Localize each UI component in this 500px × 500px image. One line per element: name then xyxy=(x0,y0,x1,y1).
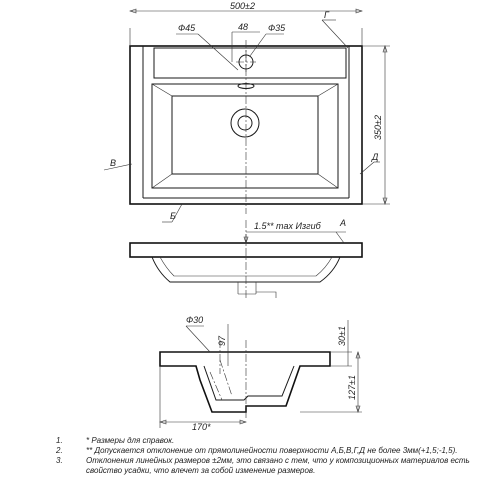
hole-diameter-45: Ф45 xyxy=(178,23,196,33)
surface-label-g: Г xyxy=(324,10,329,20)
dimension-170: 170* xyxy=(192,422,211,432)
drain-outer xyxy=(231,109,259,137)
note-number: 1. xyxy=(56,436,63,445)
section-view xyxy=(160,315,362,432)
tap-deck xyxy=(154,48,346,78)
dimension-97: 97 xyxy=(217,335,227,346)
bowl-corner xyxy=(152,84,172,96)
top-view xyxy=(104,1,390,222)
note-text: ** Допускается отклонение от прямолинейности поверхности А,Б,В,Г,Д не более 3мм(+1,5;-1,5). xyxy=(86,446,458,455)
note-number: 3. xyxy=(56,456,63,465)
section-slab xyxy=(160,352,330,412)
surface-label-a: А xyxy=(340,218,347,228)
dimension-127: 127±1 xyxy=(347,375,357,400)
bowl-corner xyxy=(318,84,338,96)
note-item xyxy=(56,446,486,456)
note-item xyxy=(56,436,486,446)
bowl-corner xyxy=(318,174,338,188)
hole-diameter-35: Ф35 xyxy=(268,23,286,33)
surface-label-d: Д xyxy=(372,152,379,162)
bowl-outer xyxy=(152,84,338,188)
surface-label-v: В xyxy=(110,158,117,168)
flatness-note: 1.5** max Изгиб xyxy=(254,221,321,231)
height-dimension: 350±2 xyxy=(373,115,383,140)
surface-label-b: Б xyxy=(170,211,176,221)
bowl-corner xyxy=(152,174,172,188)
side-view xyxy=(130,218,362,300)
note-number: 2. xyxy=(56,446,63,455)
note-item xyxy=(56,456,486,476)
dimension-30: 30±1 xyxy=(337,326,347,346)
note-text: Отклонения линейных размеров ±2мм, это связано с тем, что у композиционных материалов есть свойство усадки, что влечет за собой изменение размеров. xyxy=(86,456,470,475)
bowl-inner xyxy=(172,96,318,174)
width-dimension: 500±2 xyxy=(230,1,255,11)
drain-inner xyxy=(238,116,252,130)
dimension-48: 48 xyxy=(238,22,249,32)
notes-block xyxy=(56,436,486,476)
note-text: * Размеры для справок. xyxy=(86,436,175,445)
hole-diameter-30: Ф30 xyxy=(186,315,204,325)
